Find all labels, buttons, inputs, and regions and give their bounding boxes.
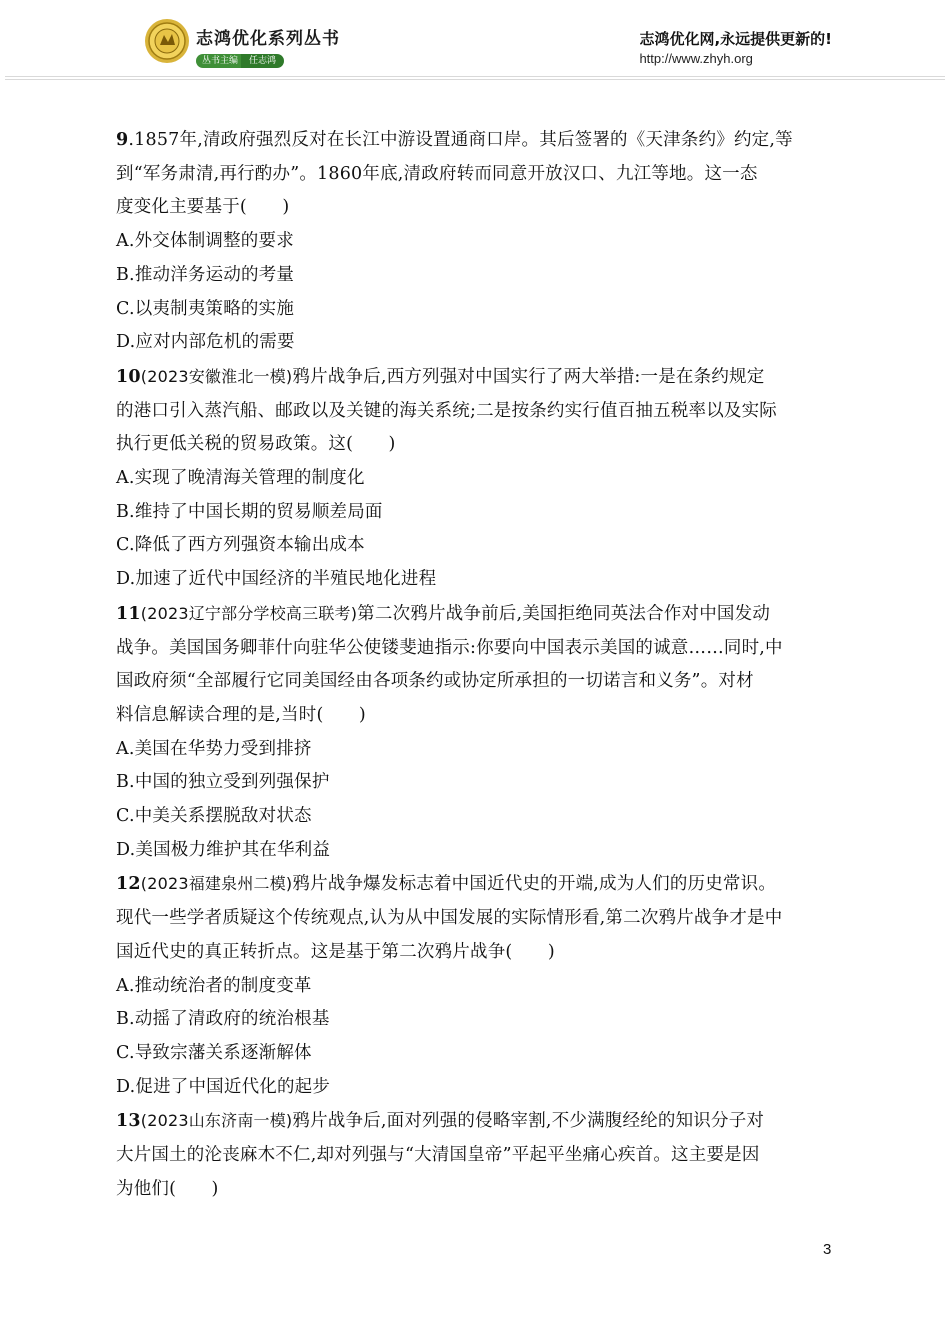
header-url[interactable]: http://www.zhyh.org bbox=[639, 51, 753, 66]
question-line: 度变化主要基于( ) bbox=[116, 197, 290, 218]
question-line: 战争。美国国务卿菲什向驻华公使镂斐迪指示:你要向中国表示美国的诚意……同时,中 bbox=[116, 637, 783, 658]
question-text: 鸦片战争后,面对列强的侵略宰割,不少满腹经纶的知识分子对 bbox=[292, 1111, 765, 1132]
editor-name: 任志鸿 bbox=[241, 54, 284, 68]
header-info bbox=[639, 28, 832, 66]
question-line: 料信息解读合理的是,当时( ) bbox=[116, 704, 366, 725]
question-text: 鸦片战争后,西方列强对中国实行了两大举措:一是在条约规定 bbox=[292, 366, 765, 387]
editor-label: 丛书主编 bbox=[196, 54, 244, 68]
question-number: 10 bbox=[116, 366, 141, 387]
question-line bbox=[116, 597, 836, 632]
question-11 bbox=[116, 597, 836, 868]
question-text: 鸦片战争爆发标志着中国近代史的开端,成为人们的历史常识。 bbox=[292, 874, 777, 895]
option-d: D.加速了近代中国经济的半殖民地化进程 bbox=[116, 569, 437, 590]
header-divider bbox=[5, 76, 945, 82]
option-c: C.降低了西方列强资本输出成本 bbox=[116, 535, 365, 556]
question-number: 9 bbox=[116, 130, 129, 150]
option-a: A.推动统治者的制度变革 bbox=[116, 975, 312, 996]
option-c: C.以夷制夷策略的实施 bbox=[116, 298, 295, 319]
question-number: 12 bbox=[116, 874, 141, 895]
question-13 bbox=[116, 1104, 836, 1206]
brand-title: 志鸿优化系列丛书 bbox=[196, 29, 340, 49]
option-a: A.美国在华势力受到排挤 bbox=[116, 738, 312, 759]
question-number: 13 bbox=[116, 1111, 141, 1132]
option-b: B.推动洋务运动的考量 bbox=[116, 264, 295, 285]
question-text: 第二次鸦片战争前后,美国拒绝同英法合作对中国发动 bbox=[357, 603, 771, 624]
question-source: (2023安徽淮北一模) bbox=[140, 366, 293, 386]
question-line bbox=[116, 1104, 836, 1139]
question-line: 现代一些学者质疑这个传统观点,认为从中国发展的实际情形看,第二次鸦片战争才是中 bbox=[116, 908, 783, 929]
option-b: B.维持了中国长期的贸易顺差局面 bbox=[116, 501, 383, 522]
question-text: .1857年,清政府强烈反对在长江中游设置通商口岸。其后签署的《天津条约》约定,等 bbox=[128, 130, 793, 150]
question-line bbox=[116, 360, 836, 395]
question-line: 到“军务肃清,再行酌办”。1860年底,清政府转而同意开放汉口、九江等地。这一态 bbox=[116, 163, 758, 184]
question-line: 执行更低关税的贸易政策。这( ) bbox=[116, 434, 396, 455]
question-source: (2023福建泉州二模) bbox=[140, 874, 293, 894]
option-c: C.导致宗藩关系逐渐解体 bbox=[116, 1042, 312, 1063]
question-10 bbox=[116, 360, 836, 597]
option-d: D.美国极力维护其在华利益 bbox=[116, 839, 331, 860]
seal-icon bbox=[144, 18, 190, 64]
option-d: D.促进了中国近代化的起步 bbox=[116, 1076, 331, 1097]
editor-badge bbox=[196, 48, 284, 66]
brand-logo bbox=[144, 18, 344, 68]
page-number: 3 bbox=[823, 1241, 832, 1258]
option-d: D.应对内部危机的需要 bbox=[116, 332, 295, 353]
option-b: B.动摇了清政府的统治根基 bbox=[116, 1009, 330, 1030]
question-line: 为他们( ) bbox=[116, 1178, 219, 1199]
option-a: A.实现了晚清海关管理的制度化 bbox=[116, 468, 365, 489]
question-line bbox=[116, 124, 836, 158]
question-line bbox=[116, 867, 836, 902]
page-header bbox=[0, 0, 950, 90]
question-line: 国近代史的真正转折点。这是基于第二次鸦片战争( ) bbox=[116, 941, 555, 962]
question-source: (2023辽宁部分学校高三联考) bbox=[140, 603, 358, 623]
question-number: 11 bbox=[116, 603, 141, 624]
option-b: B.中国的独立受到列强保护 bbox=[116, 772, 330, 793]
question-list bbox=[116, 124, 836, 1207]
question-12 bbox=[116, 867, 836, 1104]
question-line: 国政府须“全部履行它同美国经由各项条约或协定所承担的一切诺言和义务”。对材 bbox=[116, 671, 754, 692]
question-9 bbox=[116, 124, 836, 360]
header-slogan: 志鸿优化网,永远提供更新的! bbox=[639, 30, 832, 48]
question-line: 的港口引入蒸汽船、邮政以及关键的海关系统;二是按条约实行值百抽五税率以及实际 bbox=[116, 400, 777, 421]
option-c: C.中美关系摆脱敌对状态 bbox=[116, 806, 312, 827]
question-source: (2023山东济南一模) bbox=[140, 1111, 293, 1131]
question-line: 大片国土的沦丧麻木不仁,却对列强与“大清国皇帝”平起平坐痛心疾首。这主要是因 bbox=[116, 1145, 760, 1166]
option-a: A.外交体制调整的要求 bbox=[116, 231, 294, 252]
